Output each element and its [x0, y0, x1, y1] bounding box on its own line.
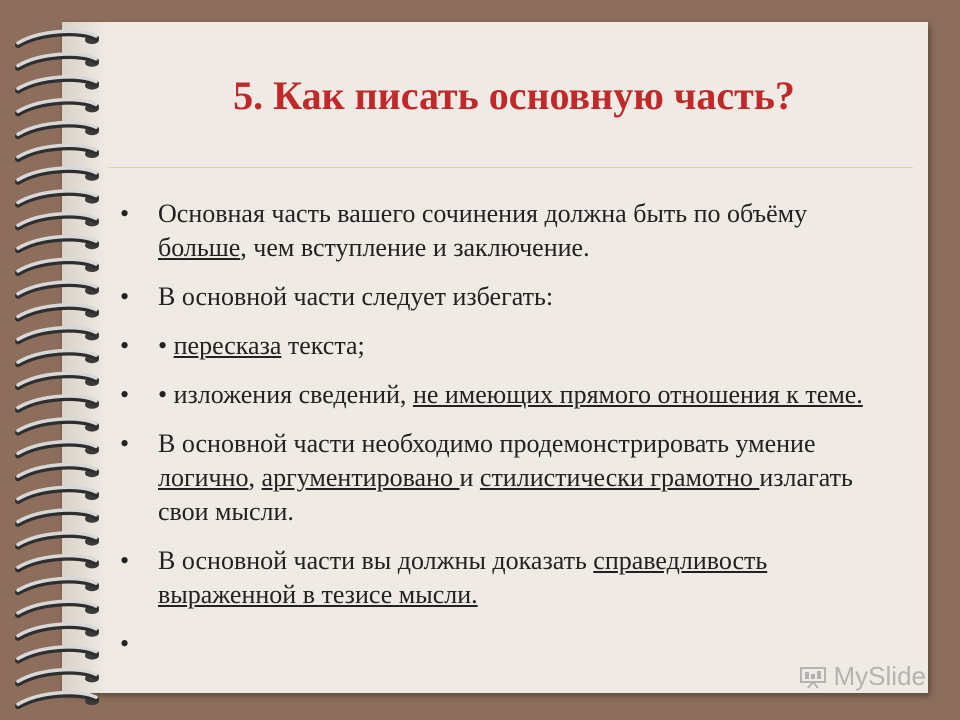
bullet-text: излагать свои мысли.: [158, 463, 853, 526]
bullet-item: [118, 544, 898, 612]
slide-title: 5. Как писать основную часть?: [233, 73, 795, 118]
bullet-text: ,: [248, 463, 262, 492]
spiral-coil: [18, 191, 99, 205]
underlined-text: аргументировано: [261, 463, 460, 492]
watermark: [798, 661, 926, 692]
underlined-text: пересказа: [173, 331, 282, 360]
spiral-coil: [18, 236, 99, 250]
spiral-coil: [18, 442, 99, 456]
spiral-binding: [0, 0, 120, 720]
underlined-text: не имеющих прямого отношения к теме.: [412, 380, 863, 409]
bullet-item: [118, 197, 898, 265]
bullet-text: и: [459, 463, 480, 492]
spiral-coil: [18, 282, 99, 296]
spiral-coil: [18, 510, 99, 524]
spiral-coil: [18, 305, 99, 319]
bullet-text: В основной части вы должны доказать: [158, 546, 594, 575]
bullet-text: Основная часть вашего сочинения должна быть по объёму: [158, 199, 808, 228]
bullet-marker: •: [120, 629, 130, 658]
bullet-item: [118, 280, 898, 314]
underlined-text: стилистически грамотно: [479, 463, 760, 492]
bullet-marker: •: [120, 429, 130, 458]
spiral-coil: [18, 214, 99, 228]
spiral-coil: [18, 350, 99, 364]
spiral-coil: [18, 464, 99, 478]
presentation-icon: [798, 665, 828, 689]
spiral-coil: [18, 373, 99, 387]
spiral-coil: [18, 122, 99, 136]
bullet-marker: •: [120, 199, 130, 228]
bullet-text: , чем вступление и заключение.: [240, 233, 590, 262]
bullet-text: текста;: [281, 331, 365, 360]
spiral-coil: [18, 31, 99, 45]
spiral-coil: [18, 168, 99, 182]
spiral-coil: [18, 670, 99, 684]
spiral-coil: [18, 54, 99, 68]
bullet-text: •: [158, 331, 174, 360]
spiral-coil: [18, 647, 99, 661]
bullet-text: В основной части следует избегать:: [158, 282, 554, 311]
spiral-coil: [18, 259, 99, 273]
bullet-marker: •: [120, 380, 130, 409]
bullet-marker: •: [120, 331, 130, 360]
spiral-coil: [18, 396, 99, 410]
watermark-text: MySlide: [833, 661, 926, 691]
spiral-coil: [18, 145, 99, 159]
bullet-marker: •: [120, 546, 130, 575]
bullet-list: [118, 197, 898, 658]
bullet-item: [118, 329, 898, 363]
spiral-coil: [18, 624, 99, 638]
spiral-coil: [18, 100, 99, 114]
spiral-coil: [18, 419, 99, 433]
underlined-text: справедливость выраженной в тезисе мысли.: [158, 546, 768, 609]
bullet-item: [118, 427, 898, 529]
underlined-text: логично: [158, 463, 249, 492]
bullet-text: • изложения сведений,: [158, 380, 413, 409]
spiral-coil: [18, 601, 99, 615]
spiral-coil: [18, 578, 99, 592]
bullet-marker: •: [120, 282, 130, 311]
bullet-text: В основной части необходимо продемонстрировать умение: [158, 429, 816, 458]
title-divider: [108, 167, 913, 168]
spiral-coil: [18, 77, 99, 91]
spiral-coil: [18, 692, 99, 706]
bullet-item: [118, 378, 898, 412]
underlined-text: больше: [158, 233, 241, 262]
spiral-coil: [18, 533, 99, 547]
spiral-coil: [18, 487, 99, 501]
spiral-coil: [18, 556, 99, 570]
spiral-coil: [18, 328, 99, 342]
